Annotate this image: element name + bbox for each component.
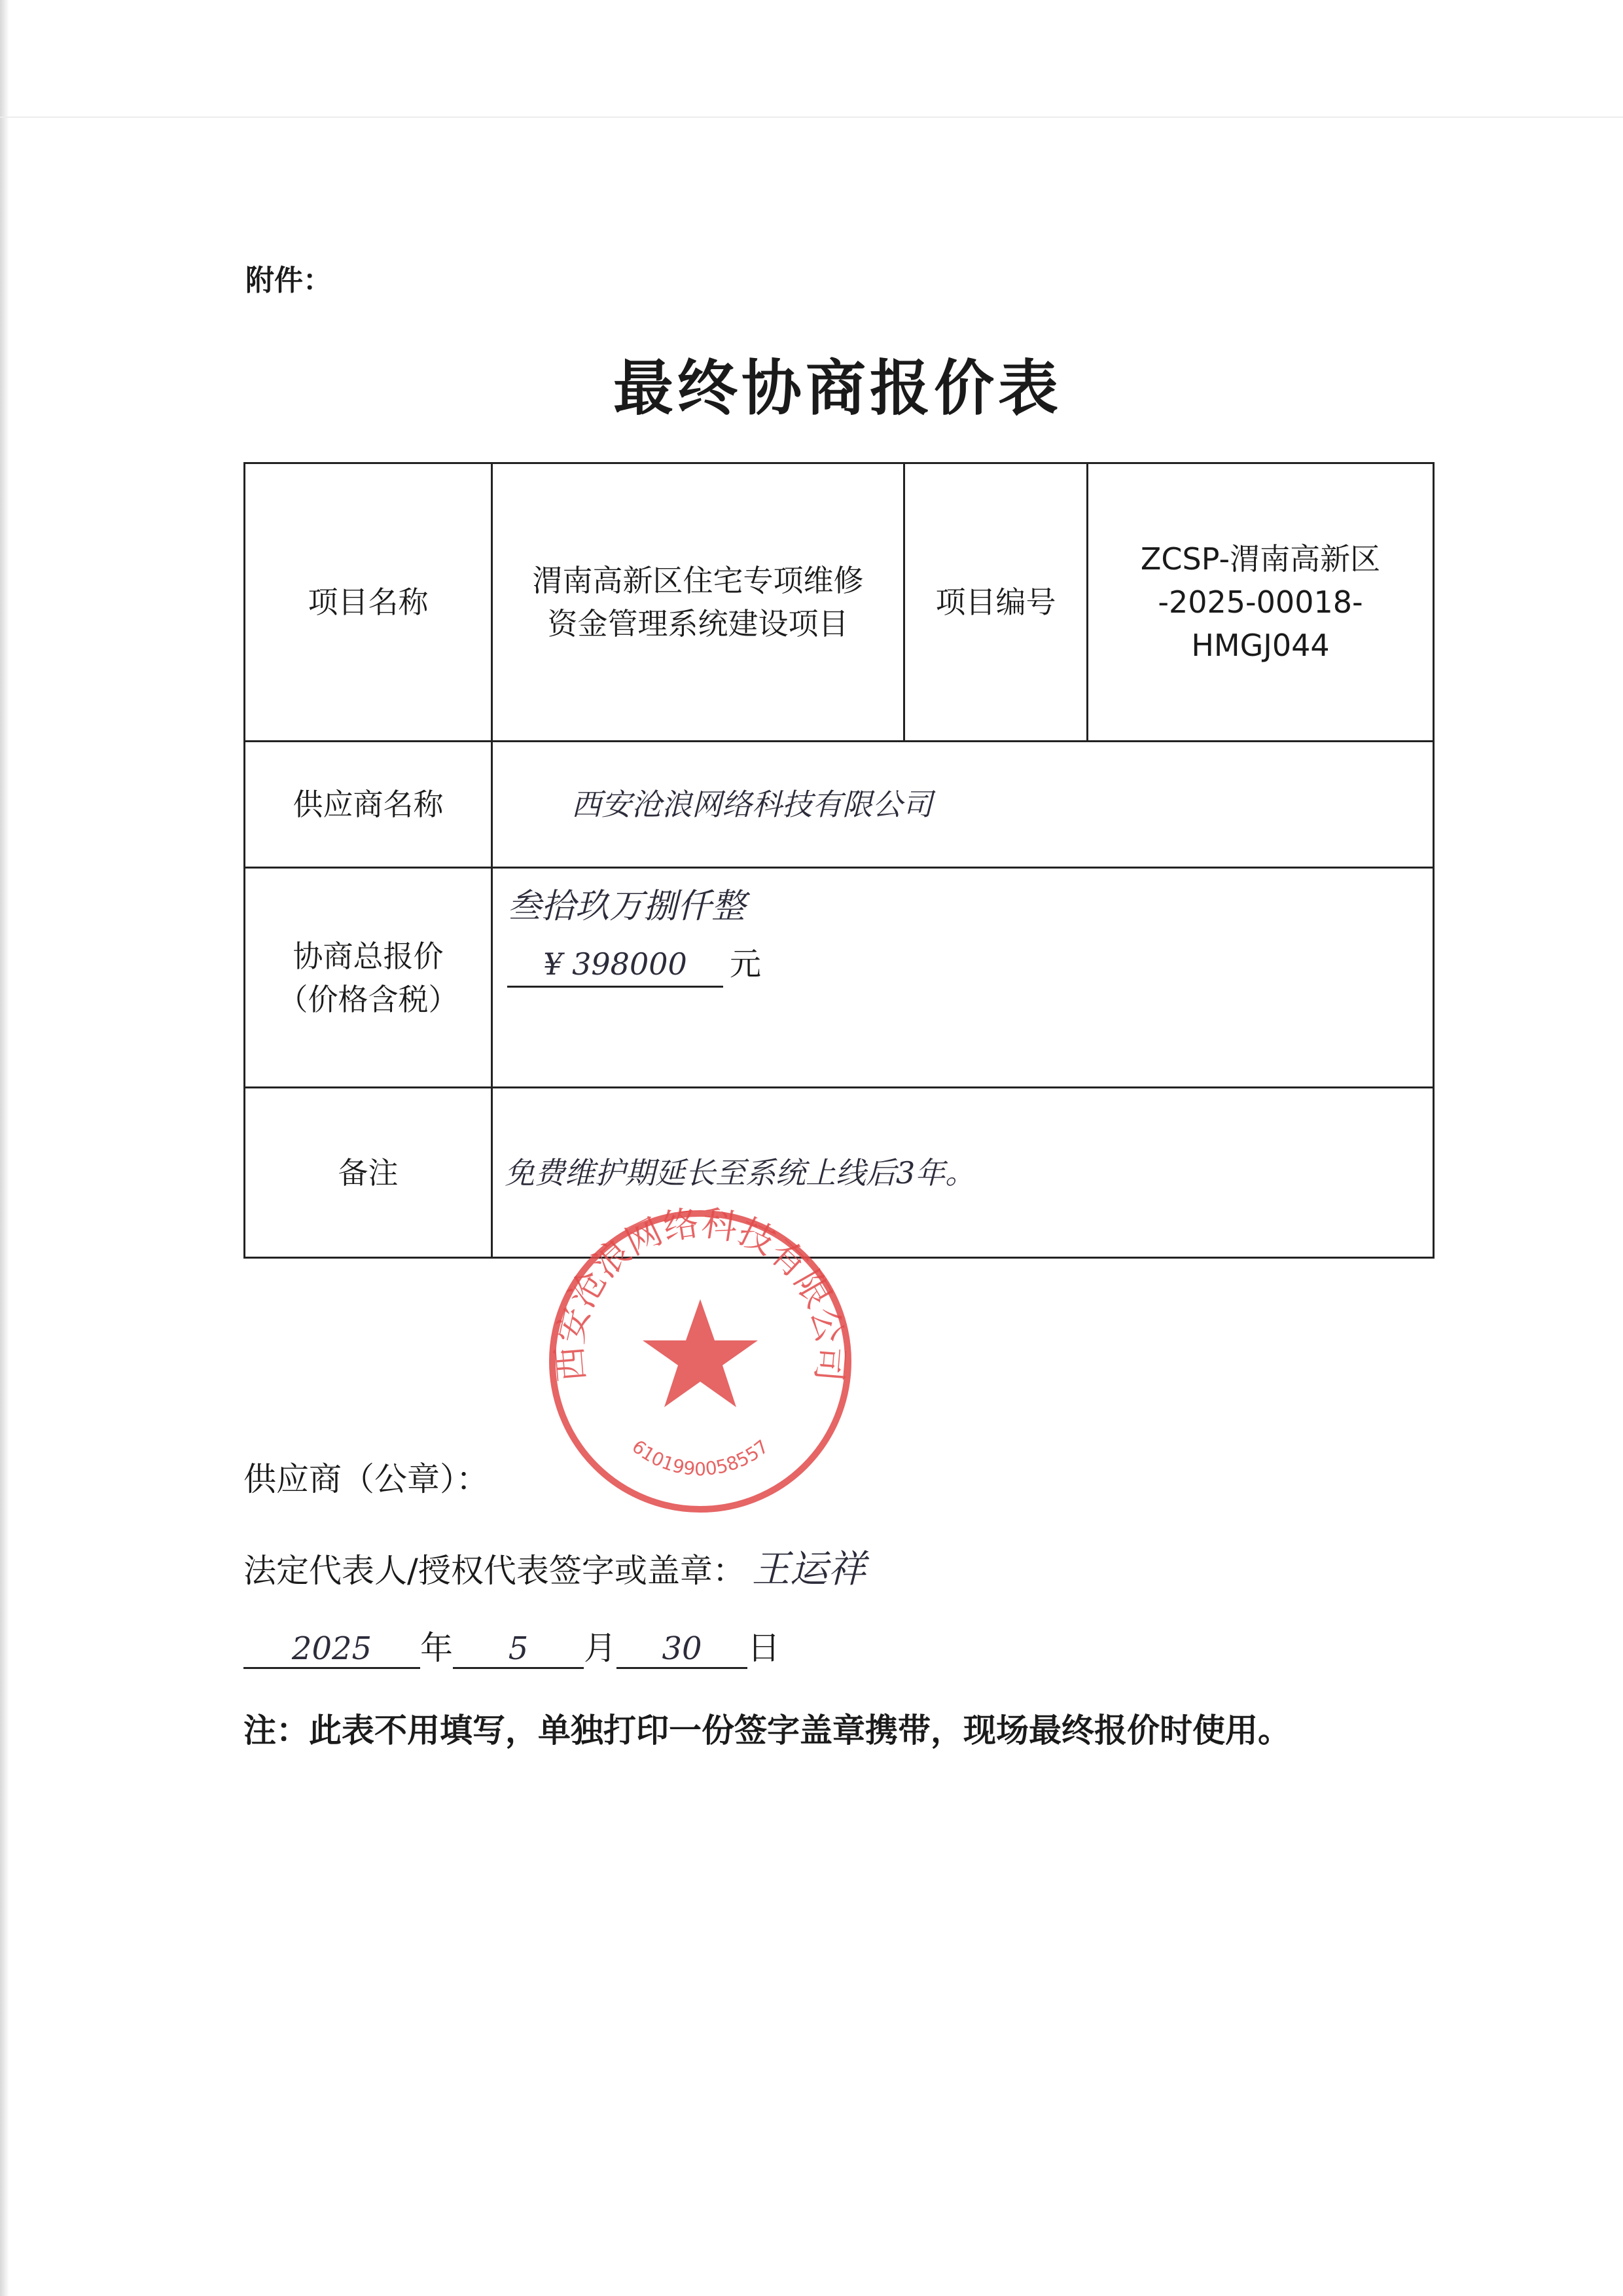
remark-value: 免费维护期延长至系统上线后3年。 (492, 1088, 1434, 1258)
project-no-value (1088, 463, 1434, 742)
price-label-line1: 协商总报价 (293, 938, 444, 974)
price-unit: 元 (730, 946, 762, 982)
project-name-line1: 渭南高新区住宅专项维修 (532, 563, 864, 598)
rep-signature: 王运祥 (751, 1547, 866, 1591)
footer-note: 注：此表不用填写，单独打印一份签字盖章携带，现场最终报价时使用。 (243, 1712, 1291, 1749)
date-year-unit: 年 (420, 1629, 453, 1667)
date-day-unit: 日 (747, 1629, 780, 1667)
date-year: 2025 (243, 1630, 420, 1669)
project-no-line2: -2025-00018-HMGJ044 (1158, 584, 1363, 663)
seal-company-text: 西安沧浪网络科技有限公司 (548, 1204, 852, 1384)
price-label-line2: （价格含税） (277, 981, 459, 1017)
seal-number-text: 6101990058557 (628, 1435, 773, 1480)
seal-star-icon (643, 1299, 758, 1407)
date-month-unit: 月 (584, 1629, 616, 1667)
page-title: 最终协商报价表 (613, 353, 1062, 423)
scan-line (0, 117, 1623, 118)
price-amount-line (507, 942, 1432, 988)
company-seal (543, 1204, 857, 1518)
row-supplier (245, 742, 1434, 868)
row-project (245, 463, 1434, 742)
price-label (245, 868, 492, 1088)
price-amount: ¥ 398000 (507, 942, 723, 988)
price-in-words: 叁拾玖万捌仟整 (507, 887, 746, 926)
project-no-label: 项目编号 (904, 463, 1088, 742)
supplier-value: 西安沧浪网络科技有限公司 (492, 742, 1434, 868)
date-line (243, 1622, 780, 1669)
project-name-value (492, 463, 904, 742)
project-name-label: 项目名称 (245, 463, 492, 742)
supplier-label: 供应商名称 (245, 742, 492, 868)
price-value (492, 868, 1434, 1088)
row-price (245, 868, 1434, 1088)
rep-signature-line (243, 1538, 866, 1593)
project-no-line1: ZCSP-渭南高新区 (1140, 541, 1381, 577)
rep-label: 法定代表人/授权代表签字或盖章： (243, 1552, 745, 1590)
attachment-label: 附件： (245, 264, 332, 297)
quotation-table (243, 462, 1435, 1259)
remark-label: 备注 (245, 1088, 492, 1258)
project-name-line2: 资金管理系统建设项目 (547, 606, 849, 641)
supplier-stamp-line: 供应商（公章）： (243, 1460, 489, 1498)
date-day: 30 (616, 1630, 747, 1669)
date-month: 5 (453, 1630, 584, 1669)
